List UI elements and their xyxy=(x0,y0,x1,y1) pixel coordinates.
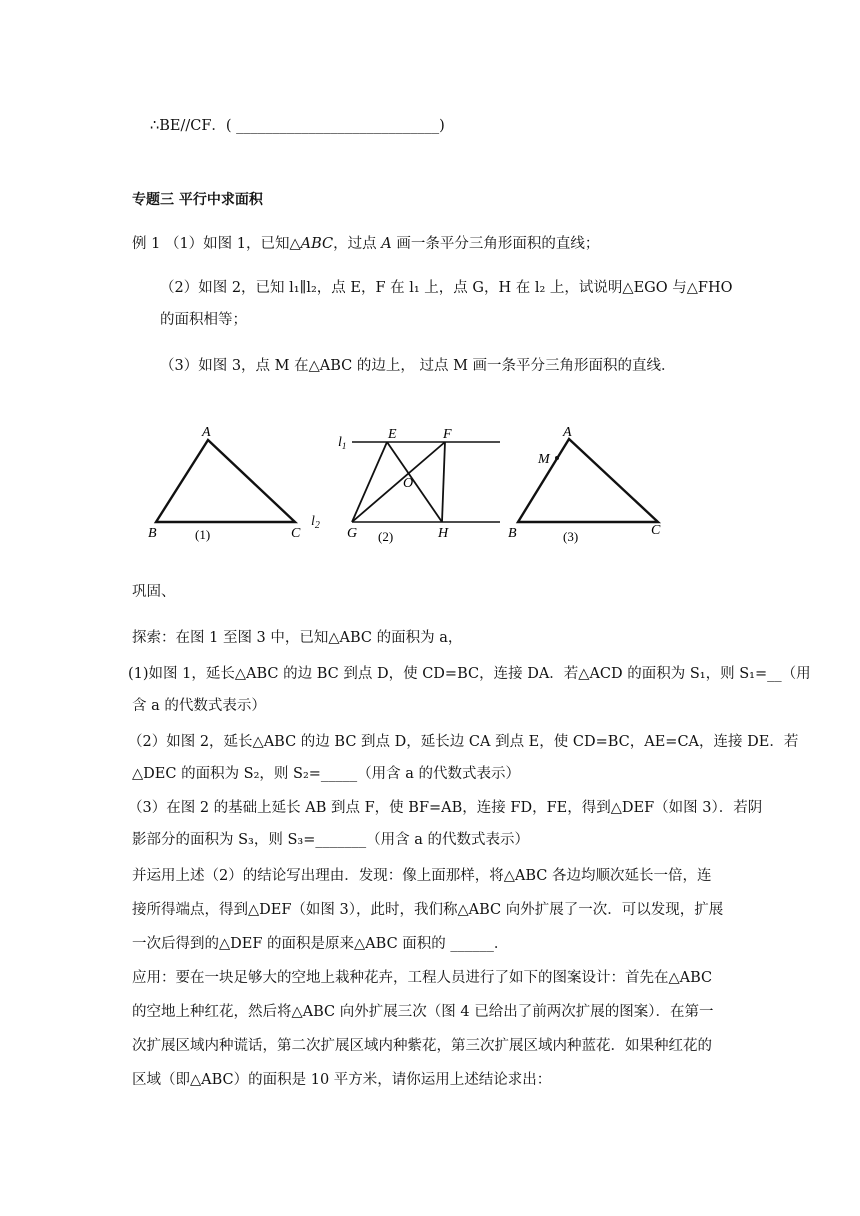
triangle-abc-fig1 xyxy=(156,440,295,522)
explore-line-2: (1)如图 1，延长△ABC 的边 BC 到点 D，使 CD=BC，连接 DA．若△ACD 的面积为 S₁，则 S₁=__（用 xyxy=(128,666,811,682)
apply-line-2: 的空地上种红花，然后将△ABC 向外扩展三次（图 4 已给出了前两次扩展的图案）．在第一 xyxy=(132,1004,714,1020)
segment-fh xyxy=(442,442,445,522)
fig1-label-a: A xyxy=(202,425,211,440)
explore-line-6: （3）在图 2 的基础上延长 AB 到点 F，使 BF=AB，连接 FD，FE，得到△DEF（如图 3）．若阴 xyxy=(128,800,763,816)
fig3-label-b: B xyxy=(508,526,517,541)
proof-conclusion-line: ∴BE//CF．( ____________________________) xyxy=(150,118,445,134)
explore-line-7: 影部分的面积为 S₃，则 S₃=_______（用含 a 的代数式表示） xyxy=(132,832,529,848)
segment-eg xyxy=(352,442,387,522)
segment-fg xyxy=(352,442,445,522)
apply-line-1: 应用：要在一块足够大的空地上栽种花卉，工程人员进行了如下的图案设计：首先在△ABC xyxy=(132,970,713,986)
explore-line-9: 接所得端点，得到△DEF（如图 3），此时，我们称△ABC 向外扩展了一次．可以发现，扩展 xyxy=(132,902,724,918)
figure-2 xyxy=(330,420,510,550)
example1-part3: （3）如图 3，点 M 在△ABC 的边上， 过点 M 画一条平分三角形面积的直线． xyxy=(160,358,676,374)
fig2-label-l1: $l_1$ xyxy=(338,435,347,451)
explore-line-5: △DEC 的面积为 S₂，则 S₂=_____（用含 a 的代数式表示） xyxy=(132,766,521,782)
explore-line-1: 探索：在图 1 至图 3 中，已知△ABC 的面积为 a， xyxy=(132,630,463,646)
example1-part1-suffix: 画一条平分三角形面积的直线； xyxy=(396,236,600,252)
fig1-label-c: C xyxy=(291,526,301,541)
fig2-label-l2-outer: $l_2$ xyxy=(311,514,320,531)
fig2-label-f: F xyxy=(443,427,452,442)
fig2-label-h: H xyxy=(438,526,449,541)
fig3-label-a: A xyxy=(563,425,572,440)
figure-1 xyxy=(140,420,320,550)
fig1-label-b: B xyxy=(148,526,157,541)
fig2-label-g: G xyxy=(347,526,358,541)
point-m xyxy=(555,456,559,460)
fig2-caption: (2) xyxy=(378,529,394,544)
explore-line-3: 含 a 的代数式表示） xyxy=(132,698,266,714)
fig2-label-o: O xyxy=(403,476,414,491)
fig3-label-c: C xyxy=(651,523,661,538)
fig3-label-m: M xyxy=(538,452,550,467)
apply-line-3: 次扩展区域内种谎话，第二次扩展区域内种紫花，第三次扩展区域内种蓝花．如果种红花的 xyxy=(132,1038,712,1054)
consolidate-heading: 巩固、 xyxy=(132,584,176,600)
section-title: 专题三 平行中求面积 xyxy=(132,192,263,208)
example1-part1-point: A xyxy=(381,236,392,252)
example1-part1 xyxy=(132,234,599,254)
example1-part1-prefix: 例 1 （1）如图 1，已知△ xyxy=(132,236,301,252)
explore-line-10: 一次后得到的△DEF 的面积是原来△ABC 面积的 ______． xyxy=(132,936,509,952)
apply-line-4: 区域（即△ABC）的面积是 10 平方米，请你运用上述结论求出： xyxy=(132,1072,552,1088)
segment-eh xyxy=(387,442,442,522)
fig2-label-e: E xyxy=(388,427,397,442)
explore-line-4: （2）如图 2，延长△ABC 的边 BC 到点 D，延长边 CA 到点 E，使 CD=BC，AE=CA，连接 DE．若 xyxy=(128,734,799,750)
figure-3 xyxy=(505,420,685,550)
example1-part2-line2: 的面积相等； xyxy=(160,312,247,328)
example1-part2-line1: （2）如图 2，已知 l₁∥l₂，点 E，F 在 l₁ 上，点 G，H 在 l₂ 上，试说明△EGO 与△FHO xyxy=(160,280,733,296)
explore-line-8: 并运用上述（2）的结论写出理由．发现：像上面那样，将△ABC 各边均顺次延长一倍，连 xyxy=(132,868,712,884)
fig3-caption: (3) xyxy=(563,529,579,544)
example1-part1-triangle: ABC xyxy=(300,236,334,252)
fig1-caption: (1) xyxy=(195,527,211,542)
example1-part1-mid: ，过点 xyxy=(333,236,377,252)
